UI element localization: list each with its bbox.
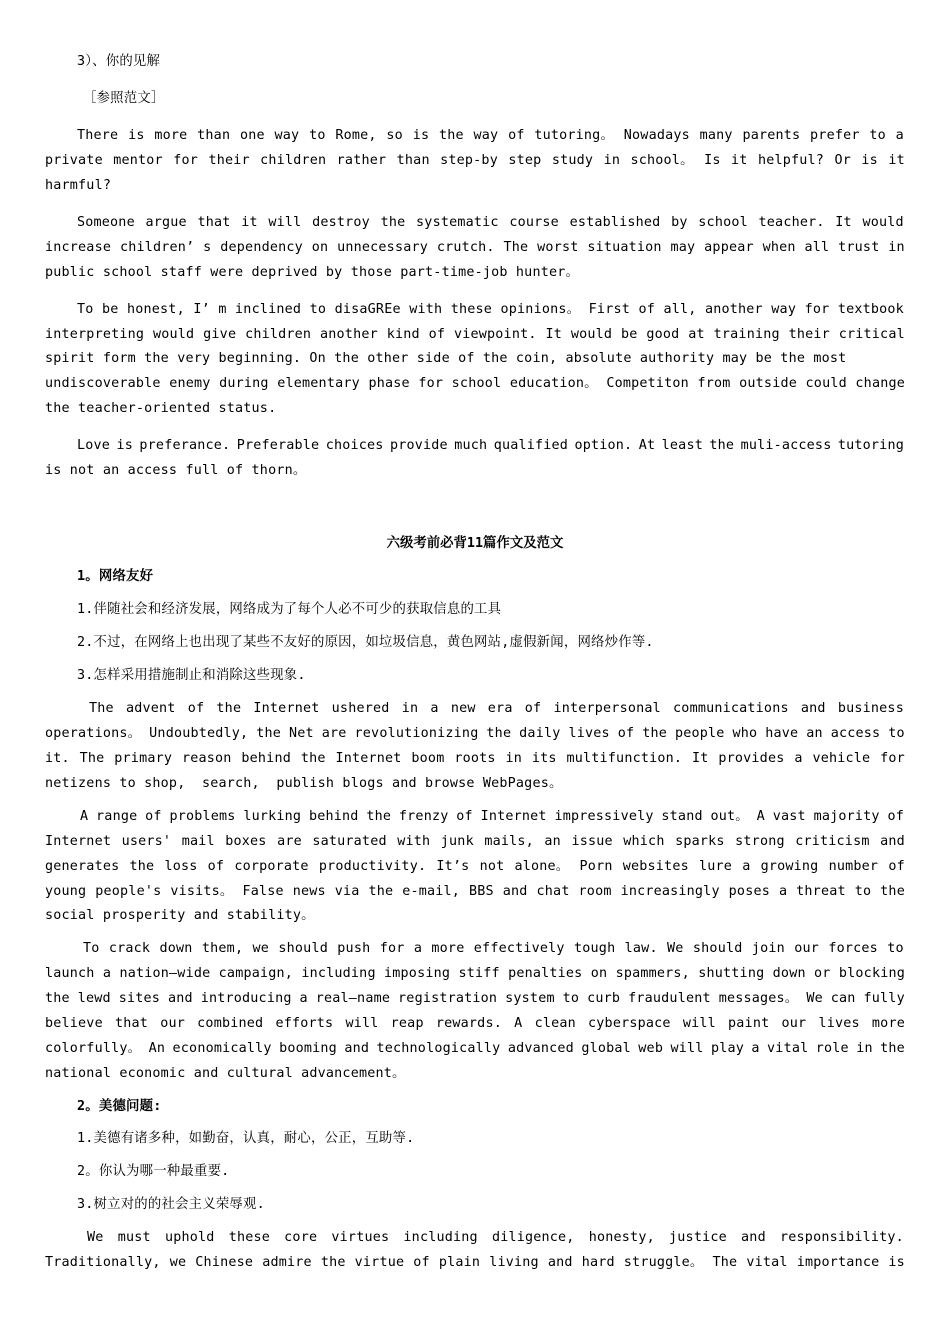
essay-line: The advent of the Internet ushered in a new era of interpersonal communications and business <box>89 701 904 716</box>
topic-point: 1.美德有诸多种，如勤奋，认真，耐心，公正，互助等. <box>77 1131 415 1146</box>
essay-line: Someone argue that it will destroy the systematic course established by school teacher. It would <box>77 215 904 230</box>
essay-line: launch a nation—wide campaign, including imposing stiff penalties on spammers, shutting down or blocking <box>45 966 905 981</box>
essay-line: national economic and cultural advancement。 <box>45 1066 406 1081</box>
essay-line: the lewd sites and introducing a real—name registration system to curb fraudulent messages。 We can fully <box>45 991 905 1006</box>
essay-line: We must uphold these core virtues including diligence, honesty, justice and responsibility. <box>87 1230 904 1245</box>
point-3-opinion: 3）、你的见解 <box>77 54 161 69</box>
essay-line: generates the loss of corporate productivity. It’s not alone。 Porn websites lure a growing number of <box>45 859 905 874</box>
essay-line: young people's visits。 False news via the e-mail, BBS and chat room increasingly poses a threat to the <box>45 884 905 899</box>
essay-line: Internet users' mail boxes are saturated with junk mails, an issue which sparks strong criticism and <box>45 834 905 849</box>
essay-line: is not an access full of thorn。 <box>45 463 307 478</box>
essay-line: the teacher-oriented status. <box>45 401 277 416</box>
essay-line: increase children’ s dependency on unnecessary crutch. The worst situation may appear when all trust in <box>45 240 905 255</box>
essay-line: operations。 Undoubtedly, the Net are revolutionizing the daily lives of the people who have an access to <box>45 726 905 741</box>
essay-line: social prosperity and stability。 <box>45 908 315 923</box>
section-title: 六级考前必背11篇作文及范文 <box>386 536 564 551</box>
essay-line: private mentor for their children rather than step-by step study in school。 Is it helpful? Or is it <box>45 153 905 168</box>
essay-line: interpreting would give children another kind of viewpoint. It would be good at training their critical <box>45 327 905 342</box>
essay-line: Love is preferance. Preferable choices provide much qualified option. At least the muli-access tutoring <box>77 438 904 453</box>
essay-line: To be honest, I’ m inclined to disaGREe with these opinions。 First of all, another way for textbook <box>77 302 904 317</box>
topic-1-heading: 1。网络友好 <box>77 569 154 584</box>
essay-line: A range of problems lurking behind the frenzy of Internet impressively stand out。 A vast majority of <box>80 809 904 824</box>
essay-line: netizens to shop, search, publish blogs and browse WebPages。 <box>45 776 563 791</box>
essay-line: To crack down them, we should push for a more effectively tough law. We should join our forces to <box>83 941 904 956</box>
topic-point: 3.怎样采用措施制止和消除这些现象. <box>77 668 306 683</box>
reference-essay-label: ［参照范文］ <box>83 91 165 106</box>
essay-line: undiscoverable enemy during elementary phase for school education。 Competiton from outside could change <box>45 376 905 391</box>
topic-2-heading: 2。美德问题: <box>77 1099 162 1114</box>
essay-line: harmful? <box>45 178 112 193</box>
topic-point: 1.伴随社会和经济发展，网络成为了每个人必不可少的获取信息的工具 <box>77 602 502 617</box>
essay-line: There is more than one way to Rome, so is the way of tutoring。 Nowadays many parents prefer to a <box>77 128 904 143</box>
essay-line: Traditionally, we Chinese admire the virtue of plain living and hard struggle。 The vital importance is <box>45 1255 905 1270</box>
essay-line: spirit form the very beginning. On the other side of the coin, absolute authority may be the most <box>45 351 847 366</box>
essay-line: it. The primary reason behind the Internet boom roots in its multifunction. It provides a vehicle for <box>45 751 905 766</box>
essay-line: colorfully。 An economically booming and technologically advanced global web will play a vital role in the <box>45 1041 905 1056</box>
essay-line: public school staff were deprived by those part-time-job hunter。 <box>45 265 580 280</box>
essay-line: believe that our combined efforts will reap rewards. A clean cyberspace will paint our lives more <box>45 1016 905 1031</box>
topic-point: 2。你认为哪一种最重要. <box>77 1164 230 1179</box>
topic-point: 3.树立对的的社会主义荣辱观. <box>77 1197 265 1212</box>
topic-point: 2.不过，在网络上也出现了某些不友好的原因，如垃圾信息，黄色网站,虚假新闻，网络炒作等. <box>77 635 654 650</box>
